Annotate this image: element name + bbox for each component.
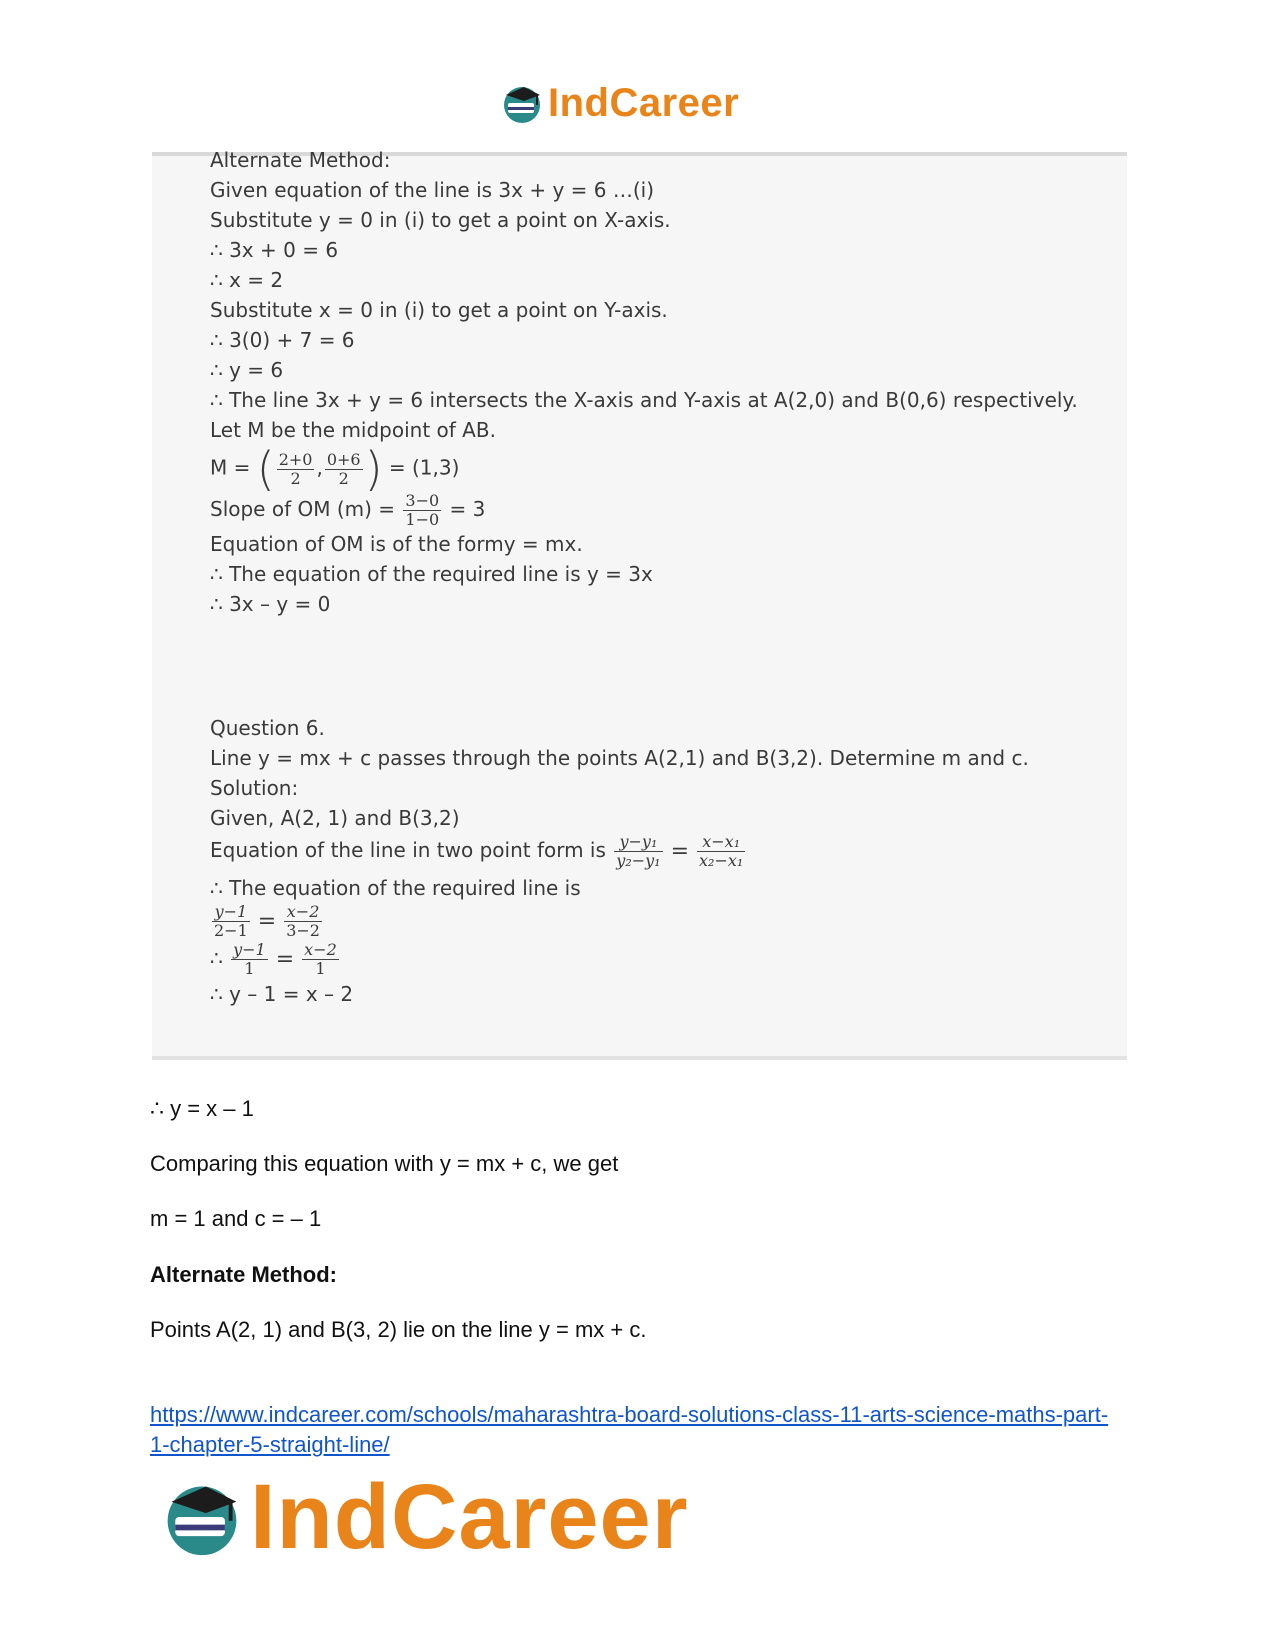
paren-open: ( [256, 442, 275, 496]
slope-result: = 3 [449, 497, 486, 521]
required-line: ∴ The equation of the required line is [210, 876, 581, 900]
step-2: ∴ $\frac{y-1}{1}$ = $\frac{x-2}{1}$ [210, 940, 337, 978]
midpoint-result: = (1,3) [388, 455, 460, 480]
shot-line: Substitute x = 0 in (i) to get a point on Y-axis. [210, 298, 668, 322]
graduation-cap-book-globe-icon [160, 1475, 244, 1559]
fraction: $\frac{\text{x−x₁}}{\text{x₂−x₁}}$ [699, 832, 744, 870]
doc-line: m = 1 and c = – 1 [150, 1206, 322, 1231]
solution-screenshot [152, 148, 1127, 1060]
doc-line: Points A(2, 1) and B(3, 2) lie on the line y = mx + c. [150, 1317, 647, 1342]
fraction: $\frac{x-2}{3-2}$ [286, 902, 320, 940]
slope-prefix: Slope of OM (m) = [210, 497, 396, 521]
footer-logo [160, 1465, 689, 1568]
fraction: $\frac{\text{y−y₁}}{\text{y₂−y₁}}$ [616, 832, 661, 870]
shot-line: ∴ The equation of the required line is y = 3x [210, 562, 653, 586]
shot-line: ∴ The line 3x + y = 6 intersects the X-axis and Y-axis at A(2,0) and B(0,6) respectively. [210, 388, 1078, 412]
step-1: $\frac{y-1}{2-1}$ = $\frac{x-2}{3-2}$ [214, 902, 320, 940]
fraction: $\frac{y-1}{2-1}$ [214, 902, 248, 940]
graduation-cap-book-globe-icon [500, 81, 544, 125]
shot-line: Let M be the midpoint of AB. [210, 418, 496, 442]
fraction: $\frac{3-0}{1-0}$ [405, 491, 440, 529]
doc-heading: Alternate Method: [150, 1262, 337, 1287]
logo-text: IndCareer [548, 80, 740, 125]
shot-line: ∴ y = 6 [210, 358, 284, 382]
shot-line: ∴ x = 2 [210, 268, 284, 292]
doc-line: ∴ y = x – 1 [150, 1096, 254, 1121]
doc-line: Comparing this equation with y = mx + c, we get [150, 1151, 619, 1176]
fraction: $\frac{y-1}{1}$ [233, 940, 266, 978]
question-text: Line y = mx + c passes through the points A(2,1) and B(3,2). Determine m and c. [210, 746, 1029, 770]
two-point-formula: Equation of the line in two point form is $\frac{\text{y−y₁}}{\text{y₂−y₁}}$ = $\frac{\text{x−x₁}}{\text{x₂−x₁}}$ [210, 832, 744, 870]
shot-line: ∴ 3(0) + 7 = 6 [210, 328, 355, 352]
shot-line: ∴ 3x + 0 = 6 [210, 238, 339, 262]
shot-line: Alternate Method: [210, 148, 391, 172]
fraction: $\frac{2+0}{2}$ [278, 449, 313, 488]
midpoint-formula: M = ( $\frac{2+0}{2}$ , $\frac{0+6}{2}$ ) = (1,3) [210, 442, 460, 496]
header-logo [500, 78, 739, 128]
paren-close: ) [364, 442, 383, 496]
slope-formula [210, 492, 485, 529]
solution-label: Solution: [210, 776, 299, 800]
shot-line: Substitute y = 0 in (i) to get a point on X-axis. [210, 208, 671, 232]
fraction: $\frac{x-2}{1}$ [304, 940, 337, 978]
midpoint-prefix: M = [210, 455, 251, 480]
question-title: Question 6. [210, 716, 325, 740]
shot-line: Given equation of the line is 3x + y = 6 …(i) [210, 178, 655, 202]
logo-text: IndCareer [250, 1465, 689, 1568]
given-line: Given, A(2, 1) and B(3,2) [210, 806, 460, 830]
shot-line: ∴ 3x – y = 0 [210, 592, 331, 616]
fraction: $\frac{0+6}{2}$ [326, 449, 361, 488]
source-link[interactable]: https://www.indcareer.com/schools/maharashtra-board-solutions-class-11-arts-science-maths-part-1-chapter-5-straight-line/ [150, 1402, 1109, 1457]
step-3: ∴ y – 1 = x – 2 [210, 982, 354, 1006]
shot-line: Equation of OM is of the formy = mx. [210, 532, 583, 556]
